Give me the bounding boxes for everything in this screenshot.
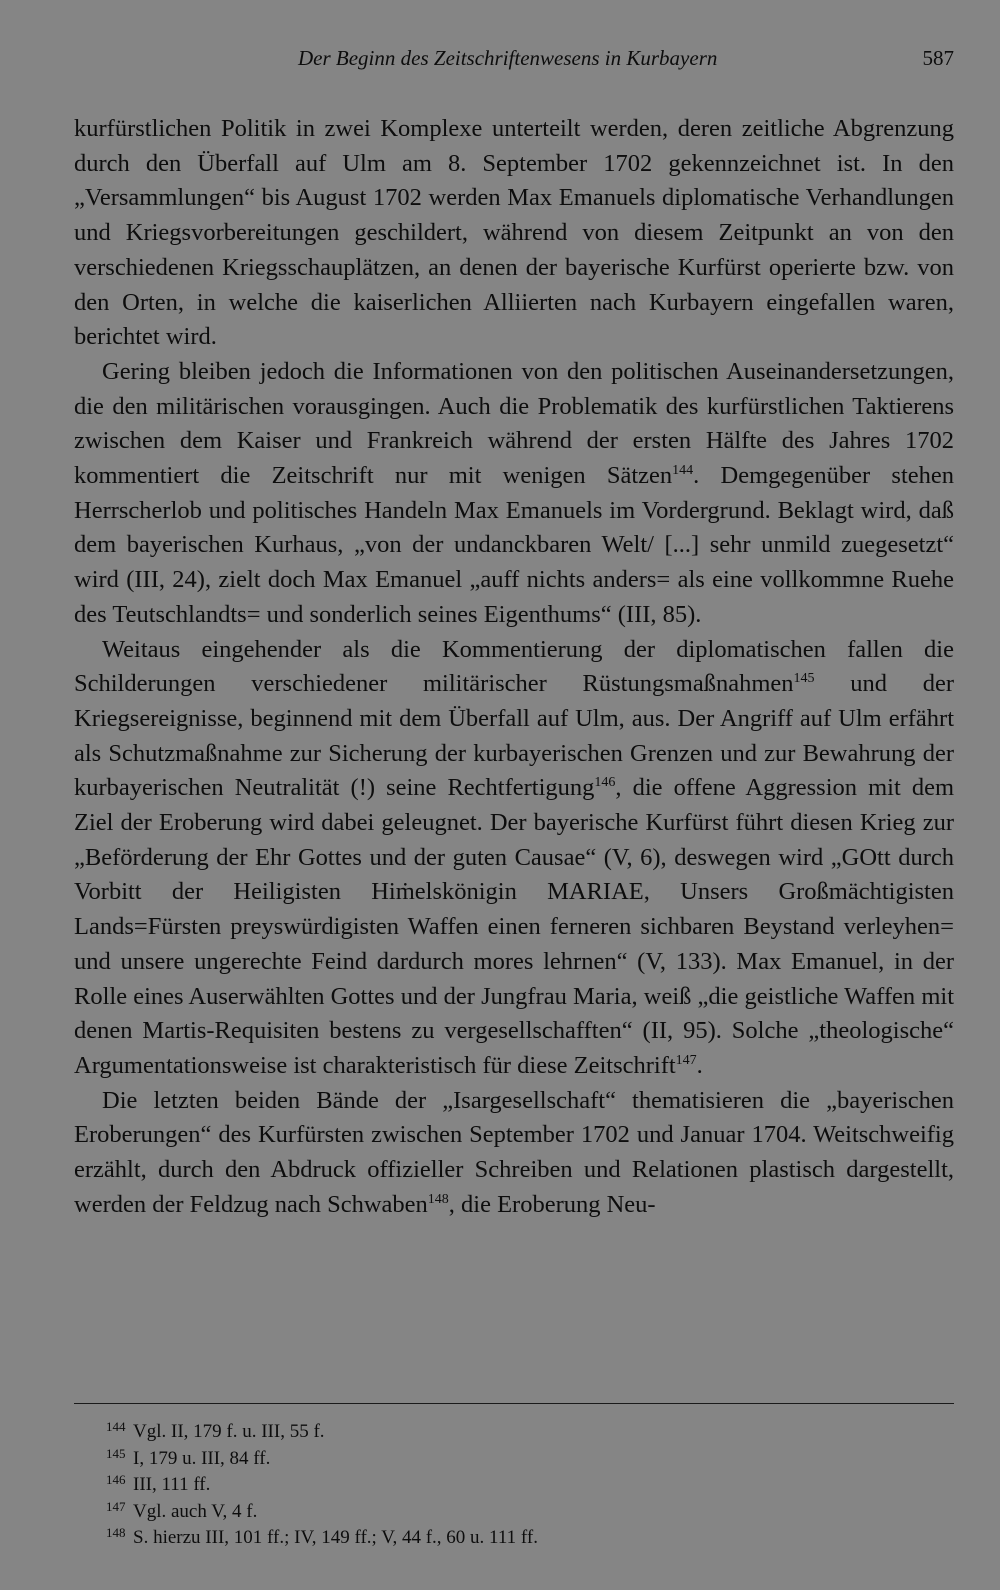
footnote: 148 S. hierzu III, 101 ff.; IV, 149 ff.; V, 44 f., 60 u. 111 ff. <box>106 1525 538 1548</box>
footnote-text: I, 179 u. III, 84 ff. <box>133 1447 271 1469</box>
footnote: 144 Vgl. II, 179 f. u. III, 55 f. <box>106 1419 325 1442</box>
footnote-reference: 147 <box>675 1052 697 1068</box>
paragraph <box>74 633 954 1084</box>
running-title: Der Beginn des Zeitschriftenwesens in Kurbayern <box>298 46 718 70</box>
footnote-text: Vgl. II, 179 f. u. III, 55 f. <box>133 1421 325 1442</box>
footnote-divider <box>74 1403 954 1404</box>
body-text <box>74 112 954 1223</box>
paragraph <box>74 1084 954 1223</box>
footnote-text: S. hierzu III, 101 ff.; IV, 149 ff.; V, 44 f., 60 u. 111 ff. <box>133 1527 538 1548</box>
paragraph-text: und der Kriegsereignisse, beginnend mit dem Überfall auf Ulm, aus. Der Angriff auf Ulm erfährt als Schutzmaßnahme zur Sicherung der kurbayerischen Grenzen und zur Bewahrung der kurbayerischen Neutralität (!) seine Rechtfertigung <box>74 670 954 802</box>
footnote-reference: 145 <box>793 671 815 687</box>
footnote: 145 I, 179 u. III, 84 ff. <box>106 1445 271 1469</box>
footnote-reference: 144 <box>672 462 694 478</box>
paragraph-text: kurfürstlichen Politik in zwei Komplexe unterteilt werden, deren zeitliche Abgrenzung durch den Überfall auf Ulm am 8. September 1702 gekennzeichnet ist. In den „Versammlungen“ bis August 1702 werden Max Emanuels diplomatische Verhandlungen und Kriegsvorbereitungen geschildert, während von diesem Zeitpunkt an von den verschiedenen Kriegsschauplätzen, an denen der bayerische Kurfürst operierte bzw. von den Orten, in welche die kaiserlichen Alliierten nach Kurbayern eingefallen waren, berichtet wird. <box>74 115 954 351</box>
paragraph-text: , die Eroberung Neu- <box>448 1190 656 1218</box>
footnote: 147 Vgl. auch V, 4 f. <box>106 1498 258 1522</box>
paragraph-text: . <box>696 1051 703 1079</box>
footnote-reference: 146 <box>594 775 616 791</box>
paragraph-text: Weitaus eingehender als die Kommentierung der diplomatischen fallen die Schilderungen verschiedener militärischer Rüstungsmaßnahmen <box>74 635 954 698</box>
footnotes <box>106 1419 954 1552</box>
paragraph-text: Die letzten beiden Bände der „Isargesellschaft“ thematisieren die „bayerischen Eroberungen“ des Kurfürsten zwischen September 1702 und Januar 1704. Weitschweifig erzählt, durch den Abdruck offizieller Schreiben und Relationen plastisch dargestellt, werden der Feldzug nach Schwaben <box>74 1086 954 1218</box>
footnote-text: Vgl. auch V, 4 f. <box>133 1500 258 1522</box>
paragraph <box>74 355 954 633</box>
page-header <box>74 42 954 82</box>
paragraph <box>74 112 954 355</box>
paragraph-text: , die offene Aggression mit dem Ziel der Eroberung wird dabei geleugnet. Der bayerische Kurfürst führt diesen Krieg zur „Beförderung der Ehr Gottes und der guten Causae“ (V, 6), deswegen wird „GOtt durch Vorbitt der Heiligisten Hiṁelskönigin MARIAE, Unsers Großmächtigisten Lands=Fürsten preyswürdigisten Waffen einen ferneren sichbaren Beystand verleyhen= und unsere ungerechte Feind dardurch mores lehrnen“ (V, 133). Max Emanuel, in der Rolle eines Auserwählten Gottes und der Jungfrau Maria, weiß „die geistliche Waffen mit denen Martis-Requisiten bestens zu vergesellschafften“ (II, 95). Solche „theologische“ Argumentationsweise ist charakteristisch für diese Zeitschrift <box>74 774 954 1079</box>
footnote-text: III, 111 ff. <box>133 1474 211 1495</box>
book-page <box>74 42 954 1572</box>
paragraph-text: . Demgegenüber stehen Herrscherlob und politisches Handeln Max Emanuels im Vordergrund. Beklagt wird, daß dem bayerischen Kurhaus, „von der undanckbaren Welt/ [...] sehr unmild zuegesetzt“ wird (III, 24), zielt doch Max Emanuel „auff nichts anders= als eine vollkommne Ruehe des Teutschlandts= und sonderlich seines Eigenthums“ (III, 85). <box>74 462 954 628</box>
footnote: 146 III, 111 ff. <box>106 1472 211 1495</box>
page-number: 587 <box>922 46 954 70</box>
footnote-reference: 148 <box>427 1191 449 1207</box>
paragraph-text: Gering bleiben jedoch die Informationen von den politischen Auseinandersetzungen, die den militärischen vorausgingen. Auch die Problematik des kurfürstlichen Taktierens zwischen dem Kaiser und Frankreich während der ersten Hälfte des Jahres 1702 kommentiert die Zeitschrift nur mit wenigen Sätzen <box>74 357 954 490</box>
